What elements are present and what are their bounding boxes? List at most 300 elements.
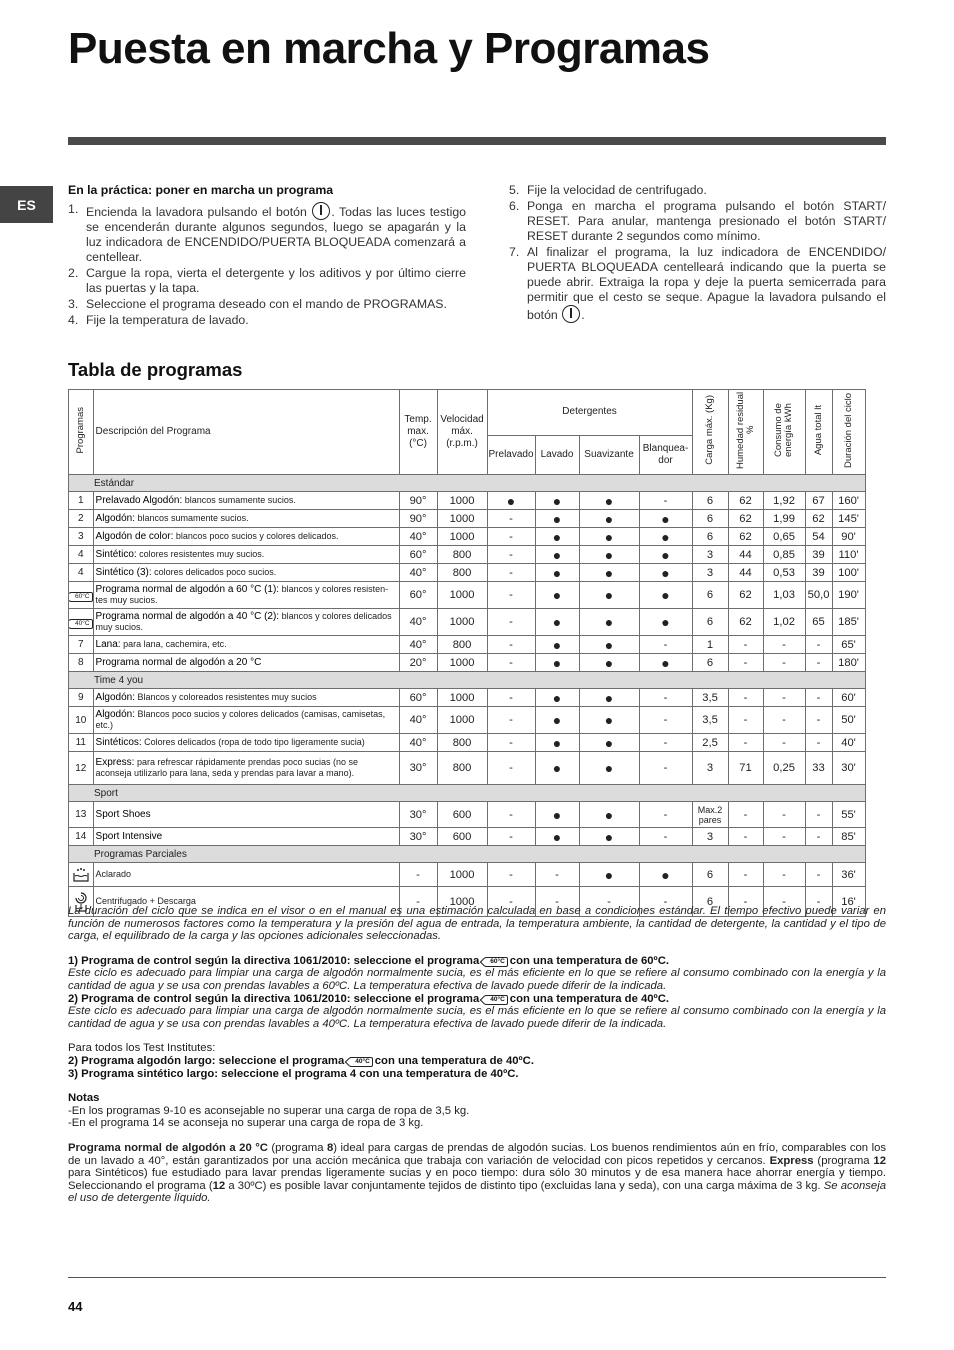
cell-carga: 6 (692, 609, 728, 636)
cell-sua: ● (579, 828, 639, 846)
program-detail: Colores delicados (ropa de todo tipo ligeramente sucia) (141, 737, 365, 747)
cell-temp: 60° (399, 582, 437, 609)
cotton-60-program-icon: 60°C (484, 957, 508, 967)
cotton-60-program-icon: 60°C (69, 592, 93, 602)
program-number: 14 (69, 828, 94, 846)
col-header-prelavado: Prelavado (487, 435, 535, 474)
table-row (69, 654, 866, 672)
program-number (69, 609, 94, 636)
cell-sua: ● (579, 546, 639, 564)
program-number: 4 (69, 546, 94, 564)
group-label: Programas Parciales (69, 846, 866, 863)
cell-kwh: 1,99 (763, 510, 805, 528)
step-number: 1. (68, 202, 79, 216)
cell-dur: 40' (832, 734, 865, 752)
notes-section (68, 905, 886, 1205)
step-number: 4. (68, 313, 79, 327)
col-header-velocidad: Velocidad máx. (r.p.m.) (437, 390, 487, 475)
step-text (527, 183, 886, 198)
cell-kwh: 0,25 (763, 752, 805, 785)
program-number (69, 582, 94, 609)
col-header-suavizante: Suavizante (579, 435, 639, 474)
cell-temp: - (399, 887, 437, 917)
program-detail: para lana, cachemira, etc. (120, 639, 227, 649)
program-number: 11 (69, 734, 94, 752)
program-description (93, 510, 399, 528)
cell-agua: 39 (805, 546, 832, 564)
step-text-part: . (581, 308, 585, 322)
table-group-row (69, 475, 866, 492)
cell-sua: ● (579, 636, 639, 654)
cell-speed: 1000 (437, 689, 487, 707)
program-description-paragraph: Programa normal de algodón a 20 °C (programa 8) ideal para cargas de prendas de algodón sucias. Los buenos rendimientos aún en frío, comparables con los de un lavado a 40°, están garantizados por una acción mecánica que trabaja con variación de velocidad con picos repetidos y cercanos. Express (programa 12 para Sintéticos) fue estudiado para lavar prendas ligeramente sucias y en poco tiempo: dura sólo 30 minutos y de esa manera hace ahorrar energía y tiempo. Seleccionando el programa (12 a 30ºC) es posible lavar conjuntamente tejidos de distinto tipo (excluidas lana y seda), con una carga máxima de 3 kg. Se aconseja el uso de detergente líquido. (68, 1141, 887, 1205)
cell-bla: ● (639, 654, 692, 672)
cell-bla: ● (639, 863, 692, 887)
col-header-carga: Carga máx. (Kg) (692, 390, 728, 475)
program-number: 4 (69, 564, 94, 582)
footnote-2-heading: 2) Programa de control según la directiva 1061/2010: seleccione el programa 40°C con una temperatura de 40ºC. (68, 992, 669, 1005)
cell-hum: - (728, 734, 763, 752)
program-description (93, 564, 399, 582)
cell-speed: 800 (437, 564, 487, 582)
start-steps-left (68, 183, 466, 329)
cell-carga: 3,5 (692, 707, 728, 734)
cell-sua: ● (579, 689, 639, 707)
cell-carga: 3 (692, 546, 728, 564)
test-institutes-3: 3) Programa sintético largo: seleccione el programa 4 con una temperatura de 40ºC. (68, 1067, 519, 1080)
table-group-row (69, 672, 866, 689)
col-header-blanqueador: Blanquea-dor (639, 435, 692, 474)
cell-bla: ● (639, 528, 692, 546)
cell-kwh: - (763, 887, 805, 917)
cell-carga: 6 (692, 887, 728, 917)
step-text-part: Seleccione el programa deseado con el mando de PROGRAMAS. (86, 297, 447, 311)
cell-pre: - (487, 564, 535, 582)
step-text (86, 266, 466, 296)
col-header-programas: Programas (69, 390, 94, 475)
title-divider (68, 137, 886, 145)
cell-kwh: - (763, 802, 805, 828)
power-button-icon (562, 305, 580, 323)
program-detail: Aclarado (95, 869, 132, 879)
table-row (69, 689, 866, 707)
table-row (69, 609, 866, 636)
cell-lav: ● (535, 510, 579, 528)
cell-agua: 62 (805, 510, 832, 528)
program-description (93, 752, 399, 785)
program-description (93, 654, 399, 672)
cell-lav: ● (535, 734, 579, 752)
cell-dur: 160' (832, 492, 865, 510)
footnote-1-text: Este ciclo es adecuado para limpiar una carga de algodón normalmente sucia, es el más eficiente en lo que se refiere al consumo combinado con la energía y la cantidad de agua y se usa con prendas lavables a 60ºC. La temperatura efectiva de lavado puede diferir de la indicada. (68, 967, 886, 992)
cell-dur: 185' (832, 609, 865, 636)
step-item (68, 313, 466, 328)
program-description (93, 689, 399, 707)
cell-kwh: 1,92 (763, 492, 805, 510)
cell-dur: 60' (832, 689, 865, 707)
col-header-agua: Agua total lt (805, 390, 832, 475)
cell-kwh: 0,53 (763, 564, 805, 582)
cell-bla: ● (639, 546, 692, 564)
step-text (86, 202, 466, 265)
step-number: 7. (509, 245, 520, 259)
program-name: Express: (95, 757, 135, 768)
cell-lav: ● (535, 707, 579, 734)
step-item (68, 202, 466, 265)
cell-pre: - (487, 887, 535, 917)
cell-kwh: 1,02 (763, 609, 805, 636)
footnote-1-heading: 1) Programa de control según la directiva 1061/2010: seleccione el programa 60°C con una temperatura de 60ºC. (68, 954, 669, 967)
cell-hum: 44 (728, 564, 763, 582)
start-steps-right (509, 183, 886, 324)
step-text-part: Cargue la ropa, vierta el detergente y los aditivos y por último cierre las puertas y la tapa. (86, 266, 466, 295)
step-text (527, 245, 886, 323)
cell-bla: - (639, 752, 692, 785)
cell-dur: 100' (832, 564, 865, 582)
cell-lav: ● (535, 752, 579, 785)
cell-kwh: 1,03 (763, 582, 805, 609)
program-detail: Blancos y coloreados resistentes muy sucios (135, 692, 317, 702)
cell-bla: ● (639, 510, 692, 528)
cell-speed: 1000 (437, 582, 487, 609)
program-description (93, 609, 399, 636)
cell-carga: 6 (692, 528, 728, 546)
cell-lav: ● (535, 654, 579, 672)
program-number: 2 (69, 510, 94, 528)
cell-sua: ● (579, 802, 639, 828)
cell-temp: 40° (399, 636, 437, 654)
cell-lav: ● (535, 564, 579, 582)
cell-agua: - (805, 802, 832, 828)
cell-pre: - (487, 528, 535, 546)
cell-lav: - (535, 863, 579, 887)
cell-pre: - (487, 752, 535, 785)
program-number: 3 (69, 528, 94, 546)
table-row (69, 707, 866, 734)
program-name: Sintéticos: (95, 737, 142, 748)
cell-dur: 85' (832, 828, 865, 846)
cell-agua: - (805, 734, 832, 752)
cell-speed: 800 (437, 546, 487, 564)
cell-hum: 71 (728, 752, 763, 785)
cell-speed: 1000 (437, 609, 487, 636)
program-detail: Blancos poco sucios y colores delicados (camisas, camisetas, etc.) (95, 709, 386, 730)
cell-temp: 60° (399, 689, 437, 707)
cell-speed: 1000 (437, 510, 487, 528)
cell-kwh: 0,85 (763, 546, 805, 564)
program-detail: Centrifugado + Descarga (95, 896, 196, 906)
cell-bla: - (639, 734, 692, 752)
cell-temp: 60° (399, 546, 437, 564)
cell-sua: ● (579, 734, 639, 752)
cell-sua: ● (579, 528, 639, 546)
cell-temp: 30° (399, 828, 437, 846)
cell-lav: ● (535, 546, 579, 564)
step-number: 5. (509, 183, 520, 197)
cell-pre: - (487, 636, 535, 654)
cell-dur: 55' (832, 802, 865, 828)
program-name: Sintético: (95, 549, 137, 560)
cell-speed: 1000 (437, 654, 487, 672)
cell-pre: - (487, 734, 535, 752)
cotton-40-program-icon: 40°C (484, 995, 508, 1005)
step-text-part: Ponga en marcha el programa pulsando el botón START/ RESET. Para anular, mantenga presionado el botón START/ RESET durante 2 segundos como mínimo. (527, 199, 886, 243)
table-row (69, 802, 866, 828)
program-description (93, 734, 399, 752)
cell-temp: 40° (399, 564, 437, 582)
notas-line-2: -En el programa 14 se aconseja no superar una carga de ropa de 3 kg. (68, 1117, 424, 1130)
cell-hum: 62 (728, 609, 763, 636)
col-header-humedad: Humedad residual % (728, 390, 763, 475)
program-detail: blancos sumamente sucios. (135, 513, 249, 523)
step-number: 2. (68, 266, 79, 280)
cell-agua: 50,0 (805, 582, 832, 609)
step-number: 6. (509, 199, 520, 213)
cell-kwh: - (763, 828, 805, 846)
test-institutes-2: 2) Programa algodón largo: seleccione el programa 40°C con una temperatura de 40ºC. (68, 1054, 534, 1067)
cotton-40-program-icon: 40°C (349, 1057, 373, 1067)
group-label: Sport (69, 785, 866, 802)
cell-hum: - (728, 689, 763, 707)
cell-speed: 600 (437, 828, 487, 846)
step-item (509, 199, 886, 244)
footnote-2-text: Este ciclo es adecuado para limpiar una carga de algodón normalmente sucia, es el más eficiente en lo que se refiere al consumo combinado con la energía y la cantidad de agua y se usa con prendas lavables a 40ºC. La temperatura efectiva de lavado puede diferir de la indicada. (68, 1005, 886, 1030)
program-description (93, 636, 399, 654)
cell-bla: ● (639, 609, 692, 636)
cell-sua: ● (579, 654, 639, 672)
cell-temp: 40° (399, 609, 437, 636)
cell-sua: ● (579, 492, 639, 510)
program-name: Sintético (3): (95, 567, 152, 578)
cell-agua: - (805, 887, 832, 917)
table-group-row (69, 846, 866, 863)
program-name: Programa normal de algodón a 20 °C (95, 657, 262, 668)
cell-lav: ● (535, 802, 579, 828)
cell-dur: 190' (832, 582, 865, 609)
cell-speed: 800 (437, 734, 487, 752)
program-detail: colores delicados poco sucios. (151, 567, 277, 577)
cell-agua: - (805, 689, 832, 707)
table-row (69, 546, 866, 564)
program-number: 9 (69, 689, 94, 707)
cell-lav: ● (535, 828, 579, 846)
table-group-row (69, 785, 866, 802)
cell-sua: ● (579, 564, 639, 582)
notas-heading: Notas (68, 1092, 100, 1105)
cell-kwh: - (763, 707, 805, 734)
cell-agua: 67 (805, 492, 832, 510)
step-text-part: Encienda la lavadora pulsando el botón (86, 205, 307, 219)
program-detail: blancos y colores resisten-tes muy sucios. (95, 584, 389, 605)
cell-hum: - (728, 802, 763, 828)
group-label: Time 4 you (69, 672, 866, 689)
cell-sua: ● (579, 510, 639, 528)
table-row (69, 734, 866, 752)
cell-lav: - (535, 887, 579, 917)
cell-kwh: - (763, 636, 805, 654)
footer-divider (68, 1277, 886, 1278)
cell-temp: 30° (399, 802, 437, 828)
cell-dur: 16' (832, 887, 865, 917)
program-name: Sport Intensive (95, 831, 163, 842)
program-description (93, 528, 399, 546)
program-number: 12 (69, 752, 94, 785)
step-text-part: Al finalizar el programa, la luz indicadora de ENCENDIDO/ PUERTA BLOQUEADA centelleará indicando que la puerta se puede abrir. Extraiga la ropa y deje la puerta semicerrada para permitir que el cesto se seque. Apague la lavadora pulsando el botón (527, 245, 886, 322)
cell-carga: 6 (692, 863, 728, 887)
program-description (93, 802, 399, 828)
cell-hum: - (728, 707, 763, 734)
program-detail: para refrescar rápidamente prendas poco sucias (no se aconseja utilizarlo para lana, seda y prendas para lavar a mano). (95, 757, 359, 778)
cell-sua: ● (579, 863, 639, 887)
cell-sua: ● (579, 582, 639, 609)
cell-agua: - (805, 707, 832, 734)
cell-pre: - (487, 828, 535, 846)
col-header-temp: Temp. max. (°C) (399, 390, 437, 475)
cell-carga: 2,5 (692, 734, 728, 752)
cell-carga: 6 (692, 492, 728, 510)
cell-pre: - (487, 707, 535, 734)
col-header-detergentes: Detergentes (487, 390, 692, 436)
cell-sua: ● (579, 752, 639, 785)
cell-bla: - (639, 636, 692, 654)
col-header-consumo: Consumo de energía kWh (763, 390, 805, 475)
cell-dur: 36' (832, 863, 865, 887)
cell-dur: 90' (832, 528, 865, 546)
cell-bla: - (639, 689, 692, 707)
step-item (68, 266, 466, 296)
table-row (69, 564, 866, 582)
cell-carga: 6 (692, 510, 728, 528)
program-name: Programa normal de algodón a 60 °C (1): (95, 584, 280, 595)
cell-lav: ● (535, 636, 579, 654)
cell-temp: 30° (399, 752, 437, 785)
program-number: 13 (69, 802, 94, 828)
cell-hum: - (728, 863, 763, 887)
table-row (69, 528, 866, 546)
program-description (93, 546, 399, 564)
step-text-part: Fije la velocidad de centrifugado. (527, 183, 707, 197)
program-name: Lana: (95, 639, 121, 650)
cell-carga: Max.2 pares (692, 802, 728, 828)
table-row (69, 582, 866, 609)
cell-hum: 62 (728, 510, 763, 528)
cell-agua: - (805, 863, 832, 887)
cell-hum: 62 (728, 492, 763, 510)
program-name: Prelavado Algodón: (95, 495, 183, 506)
cell-dur: 145' (832, 510, 865, 528)
program-number: 10 (69, 707, 94, 734)
cell-hum: - (728, 887, 763, 917)
cell-temp: 20° (399, 654, 437, 672)
test-institutes-heading: Para todos los Test Institutes: (68, 1042, 216, 1055)
cell-pre: ● (487, 492, 535, 510)
col-header-duracion: Duración del ciclo (832, 390, 865, 475)
step-text (527, 199, 886, 244)
cell-agua: - (805, 828, 832, 846)
cell-pre: - (487, 802, 535, 828)
cell-kwh: - (763, 863, 805, 887)
cell-speed: 1000 (437, 528, 487, 546)
cell-dur: 110' (832, 546, 865, 564)
cell-hum: 62 (728, 582, 763, 609)
program-table (68, 389, 866, 917)
program-number (69, 863, 94, 887)
notas-line-1: -En los programas 9-10 es aconsejable no superar una carga de ropa de 3,5 kg. (68, 1104, 470, 1117)
program-detail: blancos sumamente sucios. (182, 495, 296, 505)
program-name: Algodón: (95, 709, 136, 720)
step-item (68, 297, 466, 312)
program-name: Algodón: (95, 513, 136, 524)
program-description (93, 492, 399, 510)
cell-carga: 6 (692, 654, 728, 672)
table-row (69, 863, 866, 887)
cell-pre: - (487, 582, 535, 609)
cotton-40-program-icon: 40°C (69, 619, 93, 629)
program-description (93, 828, 399, 846)
cell-pre: - (487, 609, 535, 636)
cell-carga: 3,5 (692, 689, 728, 707)
program-detail: blancos poco sucios y colores delicados. (173, 531, 339, 541)
table-row (69, 636, 866, 654)
cell-sua: ● (579, 609, 639, 636)
cell-hum: - (728, 828, 763, 846)
duration-note: La duración del ciclo que se indica en el visor o en el manual es una estimación calculada en base a condiciones estándar. El tiempo efectivo puede variar en función de numerosos factores como la temperatura y la presión del agua de entrada, la temperatura ambiente, la cantidad de detergente, la cantidad y el tipo de carga, el equilibrado de la carga y las opciones adicionales seleccionadas. (68, 905, 886, 943)
cell-temp: 40° (399, 707, 437, 734)
step-item (509, 183, 886, 198)
cell-bla: - (639, 828, 692, 846)
step-text-part: . Todas las luces testigo se encenderán durante algunos segundos, luego se apagarán y la luz indicadora de ENCENDIDO/PUERTA BLOQUEADA comenzará a centellear. (86, 205, 466, 264)
cell-lav: ● (535, 528, 579, 546)
power-button-icon (312, 202, 330, 220)
cell-bla: - (639, 492, 692, 510)
cell-pre: - (487, 863, 535, 887)
cell-kwh: - (763, 734, 805, 752)
table-row (69, 492, 866, 510)
cell-hum: 44 (728, 546, 763, 564)
cell-bla: - (639, 887, 692, 917)
program-detail: colores resistentes muy sucios. (136, 549, 265, 559)
program-name: Programa normal de algodón a 40 °C (2): (95, 611, 280, 622)
page-title: Puesta en marcha y Programas (68, 24, 710, 73)
cell-carga: 1 (692, 636, 728, 654)
program-description (93, 707, 399, 734)
cell-lav: ● (535, 582, 579, 609)
cell-pre: - (487, 510, 535, 528)
cell-lav: ● (535, 492, 579, 510)
cell-dur: 180' (832, 654, 865, 672)
cell-speed: 600 (437, 802, 487, 828)
program-detail: blancos y colores delicados muy sucios. (95, 611, 392, 632)
col-header-descripcion: Descripción del Programa (93, 390, 399, 475)
program-number: 1 (69, 492, 94, 510)
cell-carga: 3 (692, 564, 728, 582)
step-text-part: Fije la temperatura de lavado. (86, 313, 249, 327)
table-row (69, 510, 866, 528)
cell-temp: 40° (399, 528, 437, 546)
cell-speed: 1000 (437, 887, 487, 917)
step-text (86, 313, 466, 328)
cell-hum: 62 (728, 528, 763, 546)
cell-agua: 65 (805, 609, 832, 636)
cell-lav: ● (535, 609, 579, 636)
cell-temp: - (399, 863, 437, 887)
cell-hum: - (728, 636, 763, 654)
step-item (509, 245, 886, 323)
cell-sua: ● (579, 707, 639, 734)
cell-agua: 54 (805, 528, 832, 546)
cell-sua: - (579, 887, 639, 917)
page-number: 44 (68, 1299, 83, 1314)
